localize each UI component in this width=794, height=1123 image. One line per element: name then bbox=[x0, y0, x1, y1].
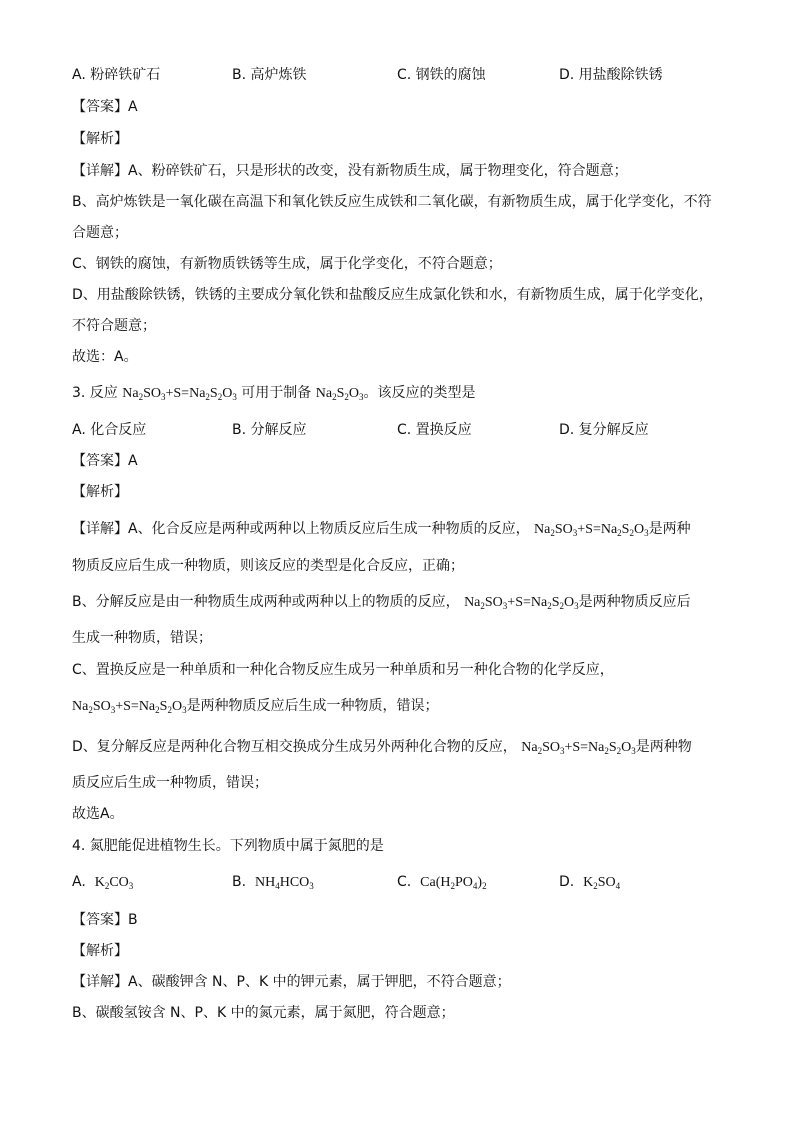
q3-detail-line: D、复分解反应是两种化合物互相交换成分生成另外两种化合物的反应， $Na_2SO_3+S=Na_2S_2O_3$是两种物 bbox=[72, 739, 692, 756]
equation-formula: $Na_2SO_3+S=Na_2S_2O_3$ bbox=[521, 740, 636, 756]
q2-option-b: B. 高炉炼铁 bbox=[232, 67, 307, 83]
q4-option-c: C. $Ca(H_2PO_4)_2$ bbox=[397, 874, 487, 891]
q2-option-a: A. 粉碎铁矿石 bbox=[72, 67, 161, 83]
q4-detail-line: B、碳酸氢铵含 N、P、K 中的氮元素，属于氮肥，符合题意； bbox=[72, 1005, 455, 1021]
q2-options bbox=[72, 65, 732, 85]
q3-option-d: D. 复分解反应 bbox=[559, 422, 649, 438]
q2-option-d: D. 用盐酸除铁锈 bbox=[559, 67, 663, 83]
q3-analysis-label: 【解析】 bbox=[72, 484, 128, 500]
q3-detail-line: C、置换反应是一种单质和一种化合物反应生成另一种单质和另一种化合物的化学反应， bbox=[72, 662, 614, 678]
equation-formula: $Na_2SO_3+S=Na_2S_2O_3$ bbox=[122, 386, 237, 402]
product-formula: $Na_2S_2O_3$ bbox=[315, 386, 364, 402]
q4-analysis-label: 【解析】 bbox=[72, 943, 128, 959]
q4-option-b: B. $NH_4HCO_3$ bbox=[232, 874, 314, 891]
q3-stem: 3. 反应 $Na_2SO_3+S=Na_2S_2O_3$ 可用于制备 $Na_2S_2O_3$。该反应的类型是 bbox=[72, 385, 476, 402]
equation-formula: $Na_2SO_3+S=Na_2S_2O_3$ bbox=[464, 595, 579, 611]
q3-detail-line: 生成一种物质，错误； bbox=[72, 630, 212, 646]
q3-option-c: C. 置换反应 bbox=[397, 422, 472, 438]
q2-conclusion: 故选：A。 bbox=[72, 349, 138, 365]
q3-detail-line: 物质反应后生成一种物质，则该反应的类型是化合反应，正确； bbox=[72, 558, 464, 574]
q3-detail-line: 质反应后生成一种物质，错误； bbox=[72, 775, 268, 791]
q2-detail-line: 合题意； bbox=[72, 225, 128, 241]
q4-option-a: A. $K_2CO_3$ bbox=[72, 874, 134, 891]
q4-stem: 4. 氮肥能促进植物生长。下列物质中属于氮肥的是 bbox=[72, 838, 384, 854]
q2-answer: 【答案】A bbox=[72, 99, 138, 115]
q2-detail-line: C、钢铁的腐蚀，有新物质铁锈等生成，属于化学变化，不符合题意； bbox=[72, 256, 502, 272]
q4-detail-line: 【详解】A、碳酸钾含 N、P、K 中的钾元素，属于钾肥，不符合题意； bbox=[72, 974, 511, 990]
q3-detail-line: 【详解】A、化合反应是两种或两种以上物质反应后生成一种物质的反应， $Na_2SO_3+S=Na_2S_2O_3$是两种 bbox=[72, 521, 691, 538]
q2-detail-line: 不符合题意； bbox=[72, 318, 156, 334]
q4-option-d: D. $K_2SO_4$ bbox=[559, 874, 621, 891]
equation-formula: $Na_2SO_3+S=Na_2S_2O_3$ bbox=[72, 699, 187, 715]
q3-detail-line: $Na_2SO_3+S=Na_2S_2O_3$是两种物质反应后生成一种物质，错误； bbox=[72, 698, 439, 715]
q3-answer: 【答案】A bbox=[72, 453, 138, 469]
equation-formula: $Na_2SO_3+S=Na_2S_2O_3$ bbox=[534, 522, 649, 538]
q2-detail-line: D、用盐酸除铁锈，铁锈的主要成分氧化铁和盐酸反应生成氯化铁和水，有新物质生成，属于化学变化， bbox=[72, 287, 713, 303]
q2-analysis-label: 【解析】 bbox=[72, 131, 128, 147]
q3-option-b: B. 分解反应 bbox=[232, 422, 307, 438]
q2-detail-line: B、高炉炼铁是一氧化碳在高温下和氧化铁反应生成铁和二氧化碳，有新物质生成，属于化学变化，不符 bbox=[72, 194, 712, 210]
q3-options bbox=[72, 420, 732, 440]
q4-answer: 【答案】B bbox=[72, 912, 138, 928]
q4-options bbox=[72, 872, 732, 892]
q2-detail-line: 【详解】A、粉碎铁矿石，只是形状的改变，没有新物质生成，属于物理变化，符合题意； bbox=[72, 163, 628, 179]
q3-detail-line: B、分解反应是由一种物质生成两种或两种以上的物质的反应， $Na_2SO_3+S=Na_2S_2O_3$是两种物质反应后 bbox=[72, 594, 691, 611]
q2-option-c: C. 钢铁的腐蚀 bbox=[397, 67, 486, 83]
q3-option-a: A. 化合反应 bbox=[72, 422, 147, 438]
q3-conclusion: 故选A。 bbox=[72, 806, 124, 822]
